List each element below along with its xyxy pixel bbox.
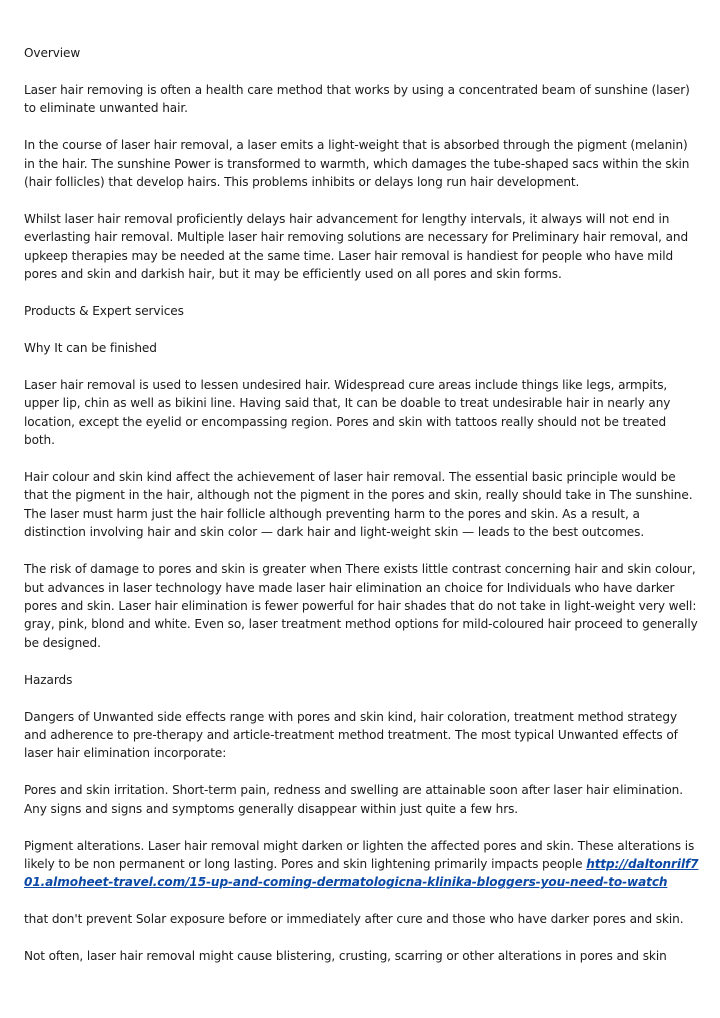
- heading-overview: Overview: [24, 46, 81, 60]
- heading-products-services: Products & Expert services: [24, 304, 184, 319]
- article-link[interactable]: http://daltonrilf701.almoheet-travel.com/15-up-and-coming-dermatologicna-klinika-bloggers-you-need-to-watch: [24, 857, 699, 890]
- article-body: [24, 44, 700, 984]
- paragraph-usage: Laser hair removal is used to lessen undesired hair. Widespread cure areas include things like legs, armpits, upper lip, chin as well as bikini line. Having said that, It can be doable to treat undesirable hair in nearly any location, except the eyelid or encompassing region. Pores and skin with tattoos really should not be treated both.: [24, 377, 671, 448]
- paragraph-after-link: that don't prevent Solar exposure before or immediately after cure and those who have darker pores and skin.: [24, 912, 684, 927]
- paragraph-pigment: [24, 837, 700, 892]
- paragraph-hair-colour: Hair colour and skin kind affect the achievement of laser hair removal. The essential basic principle would be that the pigment in the hair, although not the pigment in the pores and skin, really should take in The sunshine. The laser must harm just the hair follicle although preventing harm to the pores and skin. As a result, a distinction involving hair and skin color — dark hair and light-weight skin — leads to the best outcomes.: [24, 470, 693, 540]
- paragraph-blistering: Not often, laser hair removal might cause blistering, crusting, scarring or other alterations in pores and skin: [24, 949, 667, 964]
- pigment-text: Pigment alterations. Laser hair removal might darken or lighten the affected pores and skin. These alterations is likely to be non permanent or long lasting. Pores and skin lightening primarily impacts people: [24, 838, 695, 871]
- paragraph-irritation: Pores and skin irritation. Short-term pain, redness and swelling are attainable soon after laser hair elimination. Any signs and signs and symptoms generally disappear within just quite a few hrs.: [24, 783, 683, 816]
- heading-why-done: Why It can be finished: [24, 340, 157, 355]
- paragraph-risk: The risk of damage to pores and skin is greater when There exists little contrast concerning hair and skin colour, but advances in laser technology have made laser hair elimination an choice for Individuals who have darker pores and skin. Laser hair elimination is fewer powerful for hair shades that do not take in light-weight very well: gray, pink, blond and white. Even so, laser treatment method options for mild-coloured hair proceed to generally be designed.: [24, 562, 698, 650]
- heading-hazards: Hazards: [24, 672, 73, 687]
- paragraph-intro: Laser hair removing is often a health care method that works by using a concentrated beam of sunshine (laser) to eliminate unwanted hair.: [24, 82, 690, 116]
- paragraph-dangers: Dangers of Unwanted side effects range with pores and skin kind, hair coloration, treatment method strategy and adherence to pre-therapy and article-treatment method treatment. The most typical Unwanted effects of laser hair elimination incorporate:: [24, 709, 678, 761]
- paragraph-process: In the course of laser hair removal, a laser emits a light-weight that is absorbed through the pigment (melanin) in the hair. The sunshine Power is transformed to warmth, which damages the tube-shaped sacs within the skin (hair follicles) that develop hairs. This problems inhibits or delays long run hair development.: [24, 138, 690, 190]
- paragraph-effectiveness: Whilst laser hair removal proficiently delays hair advancement for lengthy intervals, it always will not end in everlasting hair removal. Multiple laser hair removing solutions are necessary for Preliminary hair removal, and upkeep therapies may be needed at the same time. Laser hair removal is handiest for people who have mild pores and skin and darkish hair, but it may be efficiently used on all pores and skin forms.: [24, 211, 689, 282]
